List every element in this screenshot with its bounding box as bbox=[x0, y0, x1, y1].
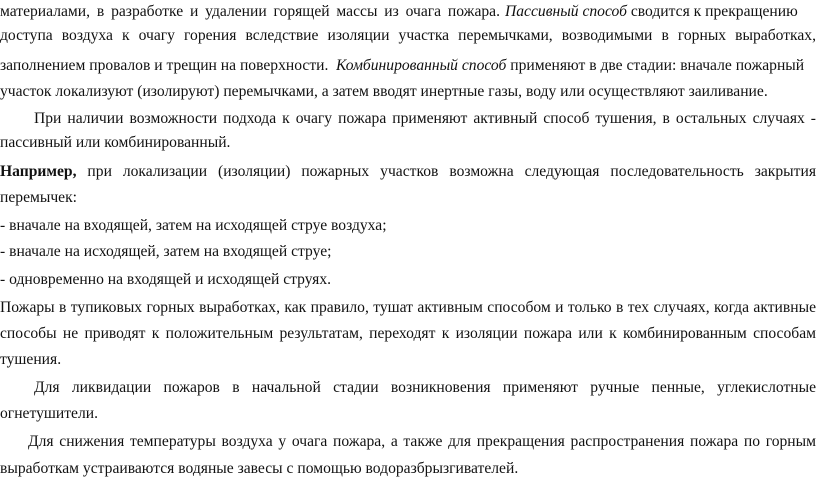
list-item-text: - одновременно на входящей и исходящей струях. bbox=[0, 271, 332, 288]
line-text: При наличии возможности подхода к очагу пожара применяют активный способ тушения, в остальных случаях - bbox=[34, 110, 816, 127]
line-text: способы не приводят к положительным результатам, переходят к изоляции пожара или к комбинированным способам bbox=[0, 325, 816, 342]
text-line-11 bbox=[0, 348, 61, 372]
text-line-5 bbox=[34, 107, 816, 131]
text-line-3b bbox=[336, 54, 804, 78]
line-text: Для снижения температуры воздуха у очага пожара, а также для прекращения распространения пожара по горным bbox=[28, 433, 816, 450]
text-line-6 bbox=[0, 131, 230, 155]
line-text: доступа воздуха к очагу горения вследствие изоляции участка перемычками, возводимыми в горных выработках, bbox=[0, 27, 816, 44]
text-line-1a bbox=[0, 0, 500, 24]
line-text: заполнением провалов и трещин на поверхности. bbox=[0, 57, 329, 74]
line-text: выработкам устраиваются водяные завесы с помощью водоразбрызгивателей. bbox=[0, 460, 519, 477]
text-line-8 bbox=[0, 186, 77, 210]
combined-method-term: Комбинированный способ bbox=[336, 57, 507, 74]
list-item-1 bbox=[0, 214, 387, 238]
text-line-14 bbox=[28, 430, 816, 454]
list-item-text: - вначале на исходящей, затем на входящей струе; bbox=[0, 243, 332, 260]
line-text: тушения. bbox=[0, 351, 62, 368]
text-line-7 bbox=[0, 160, 816, 184]
text-line-9 bbox=[0, 296, 816, 320]
text-line-13 bbox=[0, 402, 98, 426]
line-text: материалами, в разработке и удалении горящей массы из очага пожара. bbox=[0, 3, 500, 20]
text-line-1b bbox=[505, 0, 798, 24]
line-text: огнетушители. bbox=[0, 405, 98, 422]
line-text: при локализации (изоляции) пожарных участков возможна следующая последовательность закрытия bbox=[76, 163, 816, 180]
line-text: сводится к прекращению bbox=[626, 3, 798, 20]
line-text: пассивный или комбинированный. bbox=[0, 134, 231, 151]
list-item-2 bbox=[0, 240, 331, 264]
line-text: Для ликвидации пожаров в начальной стадии возникновения применяют ручные пенные, углекислотные bbox=[34, 379, 816, 396]
list-item-3 bbox=[0, 268, 331, 292]
text-line-12 bbox=[34, 376, 816, 400]
passive-method-term: Пассивный способ bbox=[505, 3, 627, 20]
list-item-text: - вначале на входящей, затем на исходящей струе воздуха; bbox=[0, 217, 387, 234]
example-label: Например, bbox=[0, 163, 77, 180]
line-text: участок локализуют (изолируют) перемычками, а затем вводят инертные газы, воду или осуществляют заиливание. bbox=[0, 83, 768, 100]
line-text: Пожары в тупиковых горных выработках, как правило, тушат активным способом и только в тех случаях, когда активные bbox=[0, 299, 816, 316]
text-line-4 bbox=[0, 80, 768, 104]
text-line-2 bbox=[0, 24, 816, 48]
line-text: перемычек: bbox=[0, 189, 78, 206]
text-line-15 bbox=[0, 457, 518, 481]
line-text: применяют в две стадии: вначале пожарный bbox=[506, 57, 805, 74]
text-line-10 bbox=[0, 322, 816, 346]
text-line-3a bbox=[0, 54, 328, 78]
